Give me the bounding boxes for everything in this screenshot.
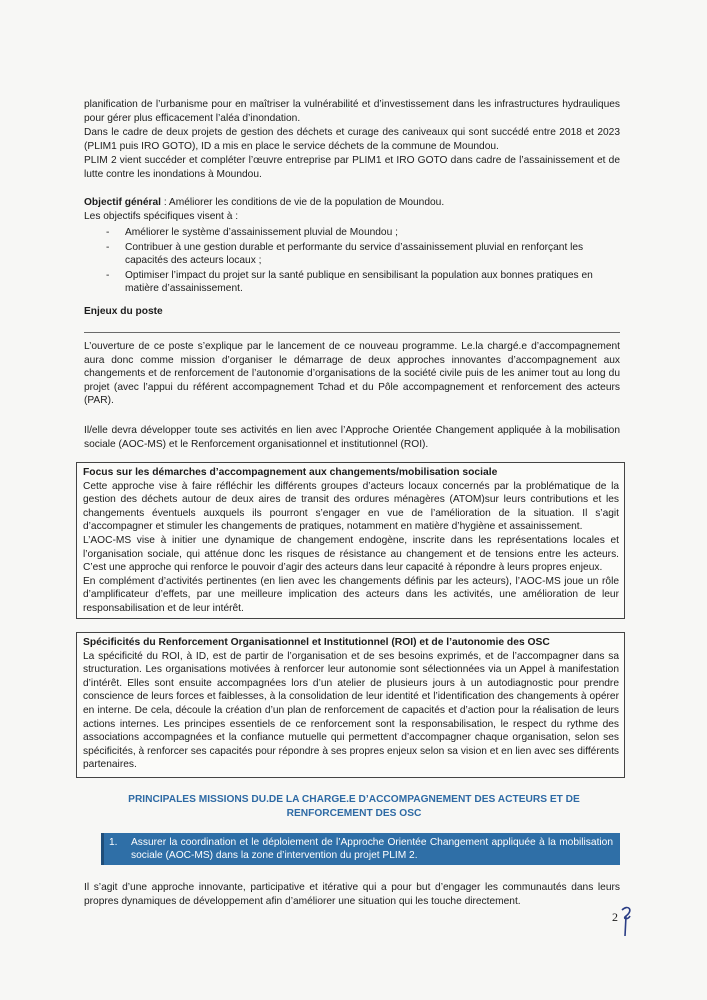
objectif-text: : Améliorer les conditions de vie de la population de Moundou. <box>161 197 445 208</box>
dash-bullet: - <box>106 241 110 253</box>
list-item: - Améliorer le système d’assainissement pluvial de Moundou ; <box>106 227 398 238</box>
page-number: 2 <box>612 910 618 924</box>
objectif-general <box>84 196 620 210</box>
mission-item-1 <box>101 833 620 865</box>
roi-title: Spécificités du Renforcement Organisationnel et Institutionnel (ROI) et de l’autonomie des OSC <box>83 637 550 648</box>
missions-closing-paragraph: Il s’agit d’une approche innovante, participative et itérative qui a pour but d’engager les communautés dans leurs propres dynamiques de développement afin d’améliorer une situation qui les touche directement. <box>84 882 620 907</box>
enjeux-paragraph-2: Il/elle devra développer toute ses activités en lien avec l’Approche Orientée Changement appliquée à la mobilisation sociale (AOC-MS) et le Renforcement organisationnel et institutionnel (ROI). <box>84 425 620 450</box>
objectif-label: Objectif général <box>84 197 161 208</box>
signature-mark <box>616 904 636 938</box>
missions-heading: PRINCIPALES MISSIONS DU.DE LA CHARGE.E D’ACCOMPAGNEMENT DES ACTEURS ET DE RENFORCEMENT DES OSC <box>128 794 580 819</box>
section-divider <box>84 332 620 333</box>
focus-paragraph-2: L’AOC-MS vise à initier une dynamique de changement endogène, inscrite dans les représentations locales et l’organisation sociale, qui atténue donc les risques de résistance au changement et de tensions entre les acteurs. C’est une approche qui renforce le pouvoir d’agir des acteurs dans leur capacité à répondre à leurs propres enjeux. <box>83 534 619 574</box>
roi-paragraph: La spécificité du ROI, à ID, est de partir de l’organisation et de ses besoins exprimés, et de l’accompagner dans sa structuration. Les organisations motivées à renforcer leur autonomie sont sélectionnées via un Appel à manifestation d’intérêt. Elles sont ensuite accompagnées lors d’un atelier de plusieurs jours à un autodiagnostic pour prendre conscience de leurs forces et faiblesses, à la consolidation de leur identité et l’identification des changements à opérer en interne. De cela, découle la création d’un plan de renforcement de capacités et d’action pour la réalisation de leurs actions internes. Les principes essentiels de ce renforcement sont la responsabilisation, le respect du rythme des associations accompagnées et la confiance mutuelle qui permettent d’accompagner chaque organisation, selon ses spécificités, à renforcer ses capacités pour répondre à ses propres enjeux selon sa vision et en lien avec ses différents partenaires. <box>83 650 619 771</box>
mission-item-text: Assurer la coordination et le déploiement de l’Approche Orientée Changement appliquée à la mobilisation sociale (AOC-MS) dans la zone d’intervention du projet PLIM 2. <box>131 837 613 862</box>
enjeux-paragraph-1: L’ouverture de ce poste s’explique par le lancement de ce nouveau programme. Le.la chargé.e d’accompagnement aura donc comme mission d’organiser le démarrage de deux approches innovantes d’accompagnement aux changements et de renforcement de l’autonomie d’organisations de la société civile puis de les animer tout au long du projet (avec l’appui du référent accompagnement Tchad et du Pôle accompagnement et renforcement des acteurs (PAR). <box>84 341 620 407</box>
focus-title: Focus sur les démarches d’accompagnement aux changements/mobilisation sociale <box>83 467 498 478</box>
objectifs-specifiques-intro: Les objectifs spécifiques visent à : <box>84 211 239 222</box>
intro-paragraph-3: PLIM 2 vient succéder et compléter l’œuvre entreprise par PLIM1 et IRO GOTO dans cadre de l’assainissement et de lutte contre les inondations à Moundou. <box>84 155 620 180</box>
focus-paragraph-3: En complément d’activités pertinentes (en lien avec les changements définis par les acteurs), l’AOC-MS joue un rôle d’amplificateur d’effets, par une meilleure implication des acteurs dans les activités, une amélioration de leur responsabilisation et de leur intérêt. <box>83 575 619 614</box>
intro-paragraph-1: planification de l’urbanisme pour en maîtriser la vulnérabilité et d’investissement dans les infrastructures hydrauliques pour gérer plus efficacement l’aléa d’inondation. <box>84 99 620 124</box>
intro-paragraph-2: Dans le cadre de deux projets de gestion des déchets et curage des caniveaux qui sont succédé entre 2018 et 2023 (PLIM1 puis IRO GOTO), ID a mis en place le service déchets de la commune de Moundou. <box>84 127 620 152</box>
enjeux-title: Enjeux du poste <box>84 306 163 317</box>
mission-item-number: 1. <box>109 837 118 848</box>
focus-paragraph-1: Cette approche vise à faire réfléchir les différents groupes d’acteurs locaux concernés par la problématique de la gestion des déchets autour de deux aires de transit des ordures ménagères (ATOM)sur leurs contributions et les changements éventuels auxquels ils pourront s’engager en vue de l’amélioration de la situation. Il s’agit d’accompagner et stimuler les changements de pratiques, notamment en matière d’hygiène et assainissement. <box>83 480 619 533</box>
objectifs-list <box>106 226 614 297</box>
dash-bullet: - <box>106 227 110 238</box>
list-item: - Contribuer à une gestion durable et performante du service d’assainissement pluvial en renforçant les capacités des acteurs locaux ; <box>106 241 584 267</box>
roi-box <box>76 632 625 778</box>
list-item: - Optimiser l’impact du projet sur la santé publique en sensibilisant la population aux bonnes pratiques en matière d’assainissement. <box>106 269 593 295</box>
focus-box <box>76 462 625 619</box>
dash-bullet: - <box>106 269 110 281</box>
